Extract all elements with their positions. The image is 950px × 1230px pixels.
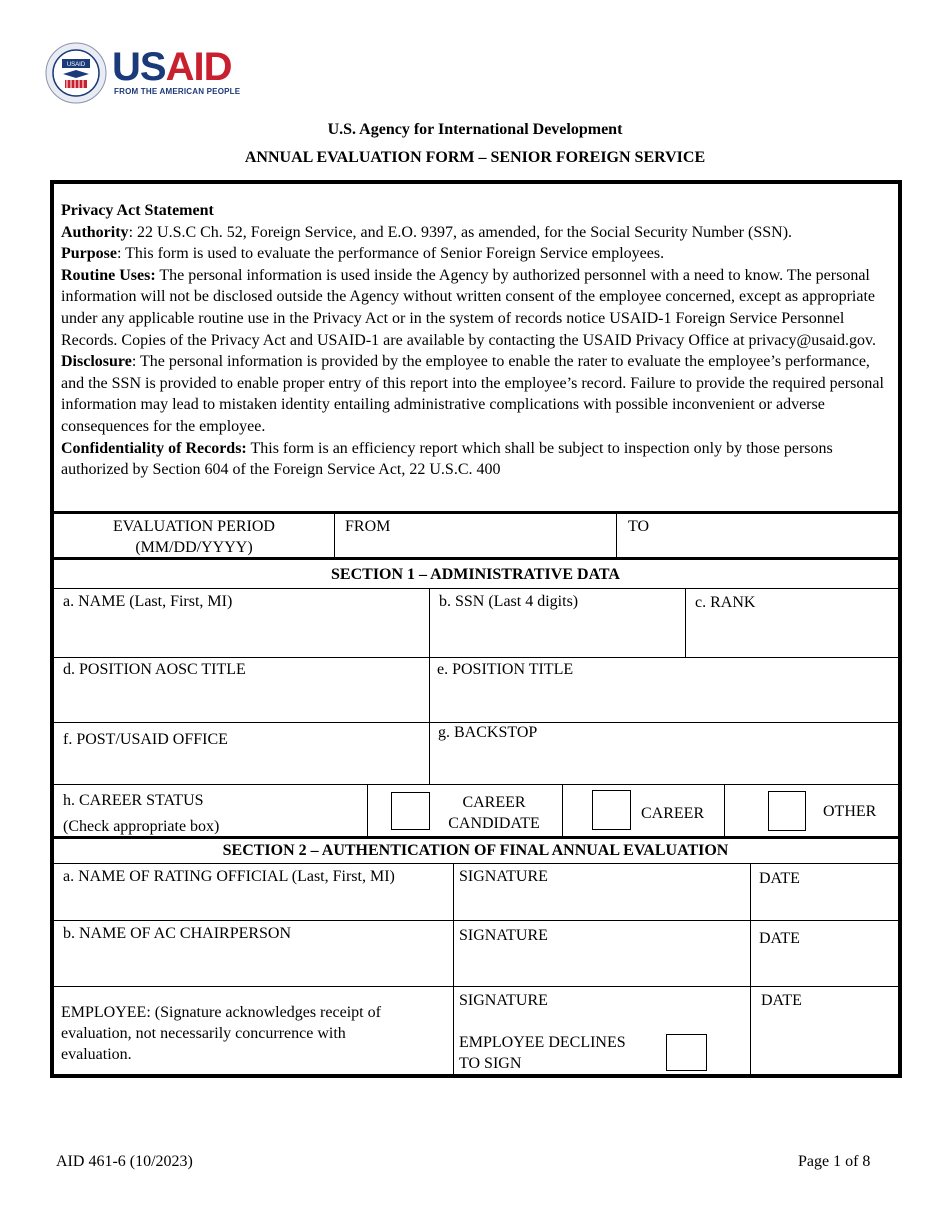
section-1-title: SECTION 1 – ADMINISTRATIVE DATA [331, 566, 620, 583]
position-title-field[interactable]: e. POSITION TITLE [437, 661, 574, 678]
period-from-field[interactable]: FROM [345, 518, 391, 535]
evaluation-period-format: (MM/DD/YYYY) [135, 539, 253, 556]
divider [54, 588, 898, 589]
career-label: CAREER [641, 805, 705, 822]
position-aosc-title-field[interactable]: d. POSITION AOSC TITLE [63, 661, 246, 678]
post-office-field[interactable]: f. POST/USAID OFFICE [63, 731, 228, 748]
section-2-title: SECTION 2 – AUTHENTICATION OF FINAL ANNUAL EVALUATION [222, 842, 729, 859]
divider [54, 511, 898, 514]
employee-ack-line3: evaluation. [61, 1046, 132, 1063]
employee-declines-checkbox[interactable] [666, 1034, 707, 1071]
rating-official-signature-field[interactable]: SIGNATURE [459, 868, 548, 885]
disclosure-label: Disclosure [61, 353, 132, 371]
employee-declines-label-line1: EMPLOYEE DECLINES [459, 1034, 626, 1051]
form-title: ANNUAL EVALUATION FORM – SENIOR FOREIGN SERVICE [244, 149, 706, 166]
ac-chairperson-name-field[interactable]: b. NAME OF AC CHAIRPERSON [63, 925, 292, 942]
ac-chairperson-date-field[interactable]: DATE [759, 930, 800, 947]
divider [724, 784, 725, 836]
evaluation-period-label: EVALUATION PERIOD [113, 518, 275, 535]
employee-date-field[interactable]: DATE [761, 992, 802, 1009]
divider [54, 986, 898, 987]
form-number: AID 461-6 (10/2023) [56, 1153, 193, 1170]
divider [367, 784, 368, 836]
divider [453, 863, 454, 1075]
routine-uses-text: The personal information is used inside the Agency by authorized personnel with a need to know. The personal information will not be disclosed outside the Agency without written consent of the employee concerned, except as appropriate under any applicable routine use in the Privacy Act or in the system of records notice USAID-1 Foreign Service Personnel Records. Copies of the Privacy Act and USAID-1 are available by contacting the USAID Privacy Office at privacy@usaid.gov. [61, 266, 876, 349]
backstop-field[interactable]: g. BACKSTOP [438, 724, 538, 741]
purpose-text: : This form is used to evaluate the performance of Senior Foreign Service employees. [117, 245, 665, 263]
usaid-seal-icon [45, 42, 107, 104]
divider [334, 514, 335, 557]
authority-text: : 22 U.S.C Ch. 52, Foreign Service, and E.O. 9397, as amended, for the Social Security Number (SSN). [128, 223, 793, 241]
routine-uses-label: Routine Uses: [61, 266, 156, 284]
career-candidate-label-line1: CAREER [462, 794, 526, 811]
career-status-label: h. CAREER STATUS [63, 792, 204, 809]
career-checkbox[interactable] [592, 790, 631, 830]
employee-declines-label-line2: TO SIGN [459, 1055, 522, 1072]
employee-signature-field[interactable]: SIGNATURE [459, 992, 548, 1009]
employee-ack-line2: evaluation, not necessarily concurrence with [61, 1025, 346, 1042]
divider [685, 588, 686, 657]
employee-ack-line1: EMPLOYEE: (Signature acknowledges receipt of [61, 1004, 381, 1021]
rating-official-date-field[interactable]: DATE [759, 870, 800, 887]
ssn-field[interactable]: b. SSN (Last 4 digits) [439, 593, 579, 610]
authority-label: Authority [61, 223, 129, 241]
privacy-title: Privacy Act Statement [61, 202, 214, 219]
seal-text: USAID [66, 62, 86, 68]
career-candidate-label-line2: CANDIDATE [448, 815, 540, 832]
divider [54, 920, 898, 921]
divider [429, 588, 430, 784]
other-label: OTHER [823, 803, 877, 820]
confidentiality-text: This form is an efficiency report which shall be subject to inspection only by those persons authorized by Section 604 of the Foreign Service Act, 22 U.S.C. 400 [61, 439, 833, 479]
divider [616, 514, 617, 557]
other-checkbox[interactable] [768, 791, 806, 831]
usaid-logo [45, 42, 265, 104]
period-to-field[interactable]: TO [628, 518, 650, 535]
confidentiality-label: Confidentiality of Records: [61, 439, 247, 457]
name-field[interactable]: a. NAME (Last, First, MI) [63, 593, 233, 610]
logo-wordmark: USAID [112, 45, 232, 89]
disclosure-text: : The personal information is provided by the employee to enable the rater to evaluate the employee’s performance, and the SSN is provided to enable proper entry of this report into the employee’s record. Failure to provide the required personal information may lead to mistaken identity entailing administrative complications with possible inconvenient or adverse consequences for the employee. [61, 353, 884, 435]
logo-tagline: FROM THE AMERICAN PEOPLE [114, 87, 241, 96]
rank-field[interactable]: c. RANK [695, 594, 756, 611]
career-candidate-checkbox[interactable] [391, 792, 430, 830]
divider [54, 657, 898, 658]
page-number: Page 1 of 8 [798, 1153, 871, 1170]
divider [562, 784, 563, 836]
ac-chairperson-signature-field[interactable]: SIGNATURE [459, 927, 548, 944]
purpose-label: Purpose [61, 245, 117, 263]
divider [750, 863, 751, 1075]
career-status-hint: (Check appropriate box) [63, 818, 220, 835]
divider [54, 863, 898, 864]
agency-heading: U.S. Agency for International Development [327, 121, 623, 138]
rating-official-name-field[interactable]: a. NAME OF RATING OFFICIAL (Last, First, MI) [63, 868, 395, 885]
privacy-act-statement [61, 200, 896, 481]
divider [54, 784, 898, 785]
